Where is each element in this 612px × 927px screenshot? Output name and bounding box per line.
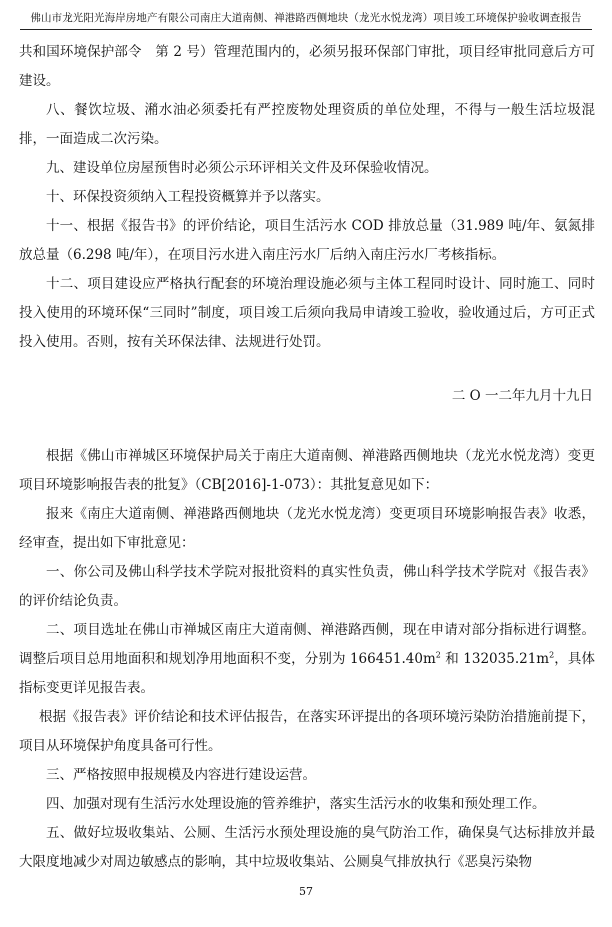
paragraph-opinion-3: 三、严格按照申报规模及内容进行建设运营。 bbox=[46, 767, 316, 783]
paragraph-receipt: 报来《南庄大道南侧、禅港路西侧地块（龙光水悦龙湾）变更项目环境影响报告表》收悉，经审查，提出如下审批意见： bbox=[19, 506, 595, 551]
spacer bbox=[19, 411, 595, 442]
opinion-2-text-c: ，具体指标变更详见报告表。 bbox=[19, 651, 596, 696]
spacer bbox=[19, 357, 595, 382]
paragraph-opinion-4: 四、加强对现有生活污水处理设施的管养维护，落实生活污水的收集和预处理工作。 bbox=[46, 796, 546, 812]
paragraph-item-9: 九、建设单位房屋预售时必须公示环评相关文件及环保验收情况。 bbox=[46, 160, 438, 176]
paragraph-item-11: 十一、根据《报告书》的评价结论，项目生活污水 COD 排放总量（31.989 吨/年、氨氮排放总量（6.298 吨/年），在项目污水进入南庄污水厂后纳入南庄污水厂考核指标。 bbox=[19, 218, 595, 263]
document-body bbox=[19, 38, 595, 877]
header-divider bbox=[20, 29, 592, 30]
paragraph-continuation: 共和国环境保护部令 第 2 号）管理范围内的，必须另报环保部门审批，项目经审批同意后方可建设。 bbox=[19, 44, 595, 89]
superscript-unit: 2 bbox=[435, 650, 441, 660]
running-header: 佛山市龙光阳光海岸房地产有限公司南庄大道南侧、禅港路西侧地块（龙光水悦龙湾）项目竣工环境保护验收调查报告 bbox=[30, 12, 582, 24]
opinion-2-text-a: 二、项目选址在佛山市禅城区南庄大道南侧、禅港路西侧，现在申请对部分指标进行调整。调整后项目总用地面积和规划净用地面积不变，分别为 166451.40m bbox=[19, 622, 595, 667]
paragraph-assessment: 根据《报告表》评价结论和技术评估报告，在落实环评提出的各项环境污染防治措施前提下，项目从环境保护角度具备可行性。 bbox=[19, 709, 595, 754]
paragraph-item-12: 十二、项目建设应严格执行配套的环境治理设施必须与主体工程同时设计、同时施工、同时投入使用的环境环保“三同时”制度，项目竣工后须向我局申请竣工验收，验收通过后，方可正式投入使用。否则，按有关环保法律、法规进行处罚。 bbox=[19, 276, 595, 350]
opinion-2-text-b: 和 132035.21m bbox=[440, 651, 550, 667]
paragraph-item-8: 八、餐饮垃圾、潲水油必须委托有严控废物处理资质的单位处理，不得与一般生活垃圾混排，一面造成二次污染。 bbox=[19, 102, 595, 147]
superscript-unit: 2 bbox=[549, 650, 555, 660]
paragraph-opinion-5: 五、做好垃圾收集站、公厕、生活污水预处理设施的臭气防治工作，确保臭气达标排放并最大限度地减少对周边敏感点的影响，其中垃圾收集站、公厕臭气排放执行《恶臭污染物 bbox=[19, 825, 595, 870]
approval-date: 二 O 一二年九月十九日 bbox=[451, 388, 593, 404]
paragraph-opinion-2 bbox=[19, 616, 595, 703]
paragraph-reference: 根据《佛山市禅城区环境保护局关于南庄大道南侧、禅港路西侧地块（龙光水悦龙湾）变更项目环境影响报告表的批复》（CB[2016]-1-073）：其批复意见如下： bbox=[19, 448, 595, 493]
page-number: 57 bbox=[299, 885, 313, 898]
paragraph-item-10: 十、环保投资须纳入工程投资概算并予以落实。 bbox=[46, 189, 330, 205]
paragraph-opinion-1: 一、你公司及佛山科学技术学院对报批资料的真实性负责，佛山科学技术学院对《报告表》的评价结论负责。 bbox=[19, 564, 595, 609]
